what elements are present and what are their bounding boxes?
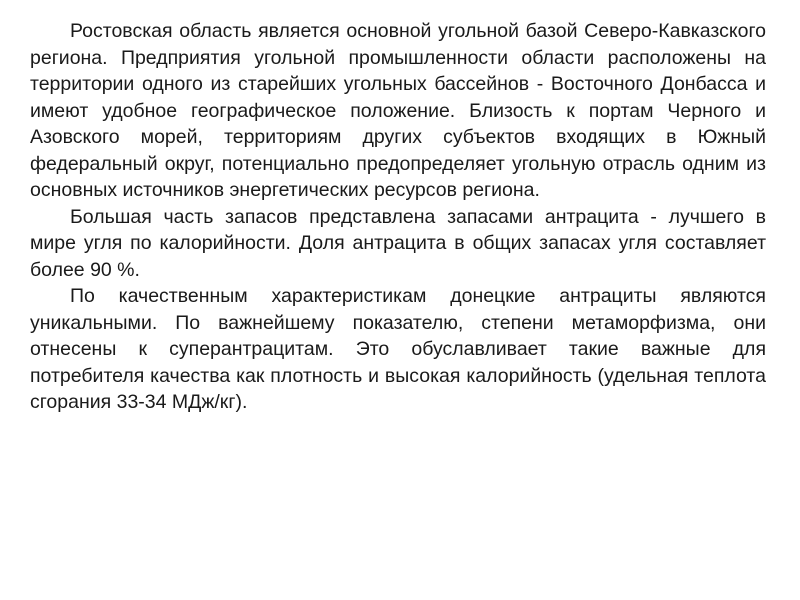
paragraph-anthracite-reserves: Большая часть запасов представлена запасами антрацита - лучшего в мире угля по калорийности. Доля антрацита в общих запасах угля составляет более 90 %. [30,205,766,281]
text-block [30,18,766,416]
paragraph-anthracite-quality: По качественным характеристикам донецкие антрациты являются уникальными. По важнейшему показателю, степени метаморфизма, они отнесены к суперантрацитам. Это обуславливает такие важные для потребителя качества как плотность и высокая калорийность (удельная теплота сгорания 33-34 МДж/кг). [30,285,766,413]
paragraph-coal-base: Ростовская область является основной угольной базой Северо-Кавказского региона. Предприятия угольной промышленности области расположены на территории одного из старейших угольных бассейнов - Восточного Донбасса и имеют удобное географическое положение. Близость к портам Черного и Азовского морей, территориям других субъектов входящих в Южный федеральный округ, потенциально предопределяет угольную отрасль одним из основных источников энергетических ресурсов региона. [30,20,766,201]
